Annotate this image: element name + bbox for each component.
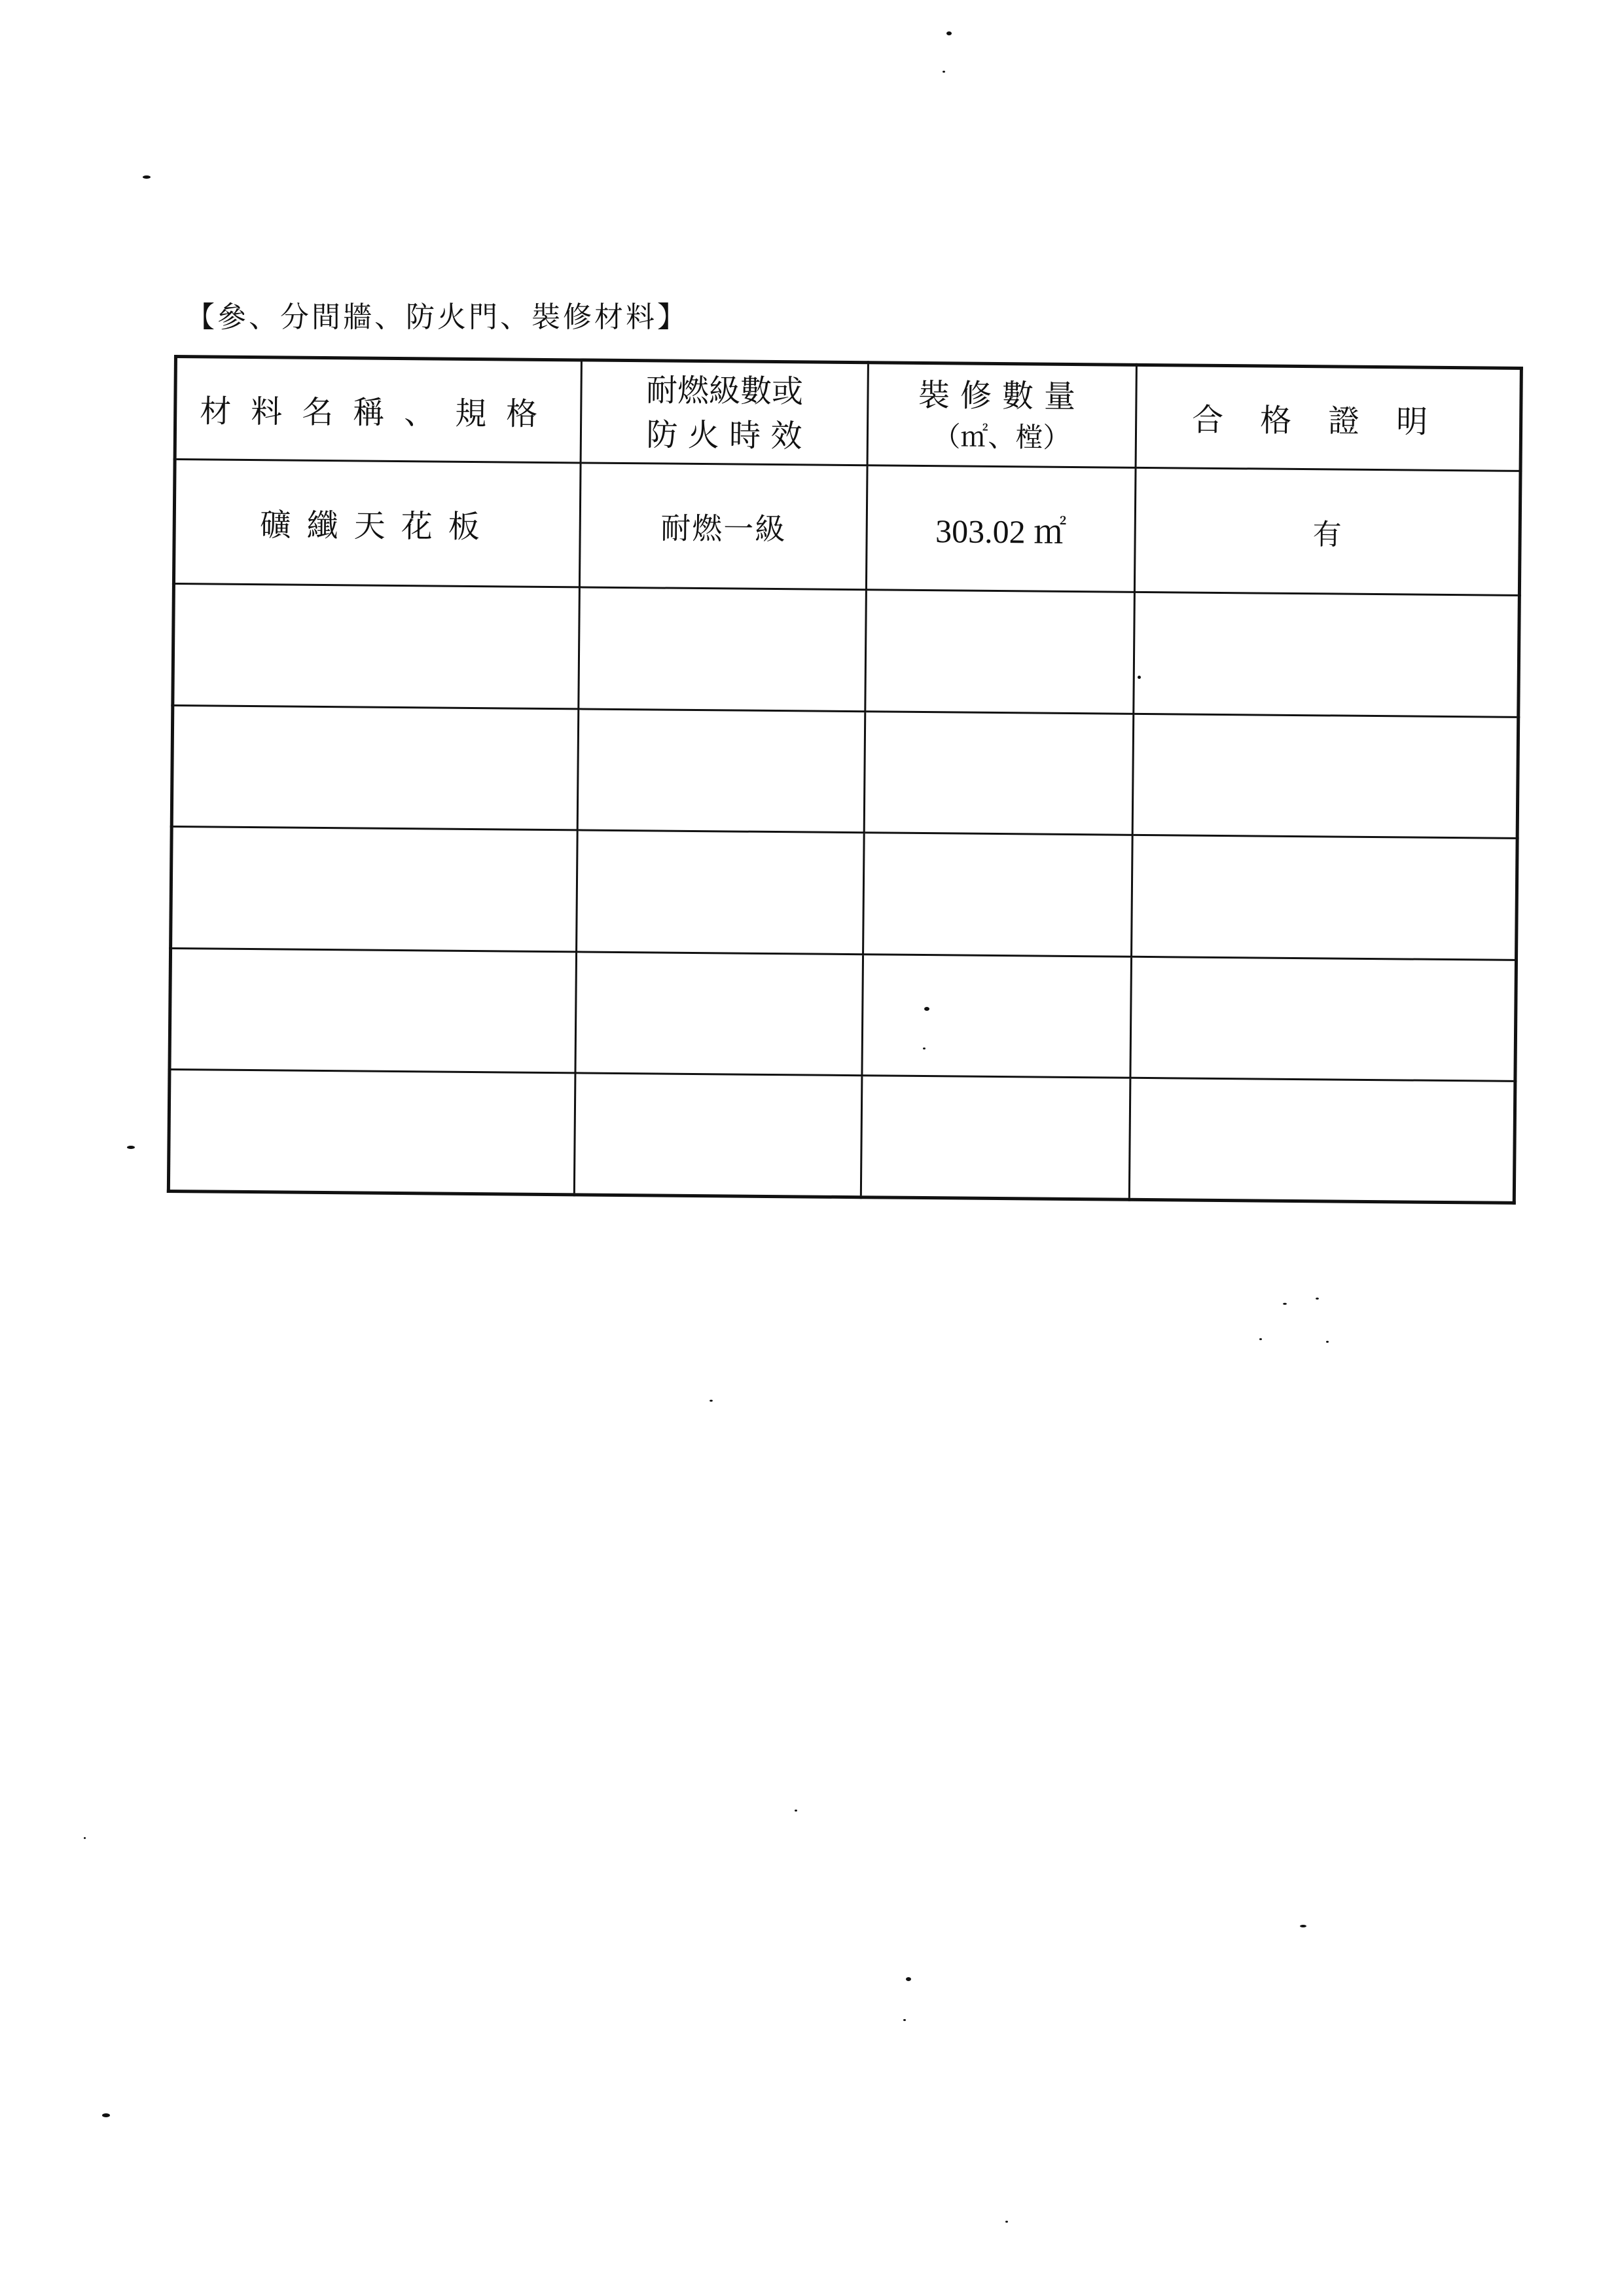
scan-speck	[127, 1146, 135, 1149]
cell-certificate	[1134, 468, 1520, 596]
empty-cell	[1130, 957, 1517, 1082]
scan-speck	[1005, 2221, 1008, 2223]
table-header-row	[175, 357, 1521, 471]
empty-cell	[168, 1070, 575, 1195]
scan-speck	[906, 1977, 911, 1981]
table-row-empty	[170, 948, 1517, 1082]
header-quantity-label: 裝修數量	[918, 376, 1087, 415]
header-quantity	[867, 363, 1136, 468]
table-row-empty	[171, 827, 1518, 960]
scan-speck	[102, 2113, 110, 2117]
section-title: 【參、分間牆、防火門、裝修材料】	[186, 301, 689, 334]
header-fire-rating	[581, 360, 868, 465]
materials-table	[167, 355, 1523, 1205]
table-row-empty	[168, 1070, 1515, 1203]
empty-cell	[173, 583, 580, 708]
scan-speck	[924, 1007, 929, 1011]
table-row-empty	[173, 583, 1520, 717]
empty-cell	[170, 948, 577, 1073]
quantity-value: 303.02 ㎡	[935, 512, 1067, 551]
empty-cell	[861, 1076, 1130, 1199]
empty-cell	[171, 827, 578, 952]
empty-cell	[574, 1073, 862, 1197]
empty-cell	[1132, 835, 1518, 960]
scan-speck	[903, 2019, 906, 2021]
scan-speck	[1138, 676, 1141, 679]
empty-cell	[863, 833, 1133, 957]
scan-speck	[795, 1810, 797, 1812]
scan-speck	[710, 1400, 713, 1402]
cell-fire-rating	[579, 463, 867, 589]
empty-cell	[171, 705, 579, 830]
empty-cell	[579, 587, 867, 711]
scan-speck	[1283, 1303, 1287, 1305]
empty-cell	[862, 954, 1132, 1078]
empty-cell	[864, 711, 1134, 835]
scan-speck	[1300, 1925, 1306, 1927]
empty-cell	[1129, 1078, 1515, 1203]
scan-speck	[1326, 1341, 1329, 1343]
material-name-value: 礦纖天花板	[259, 507, 495, 546]
header-material-name	[175, 357, 581, 464]
header-fire-rating-label: 耐燃級數或 防 火 時 效	[645, 371, 804, 455]
table-row	[173, 460, 1520, 596]
header-certificate	[1136, 365, 1521, 471]
cell-quantity	[866, 465, 1136, 592]
scan-speck	[923, 1048, 926, 1049]
scan-speck	[946, 31, 952, 35]
scan-speck	[84, 1837, 86, 1839]
certificate-value: 有	[1312, 517, 1342, 552]
table-row-empty	[171, 705, 1519, 839]
header-quantity-unit: （㎡、樘）	[933, 420, 1071, 454]
scan-speck	[143, 175, 151, 179]
empty-cell	[1134, 592, 1520, 717]
scan-speck	[943, 71, 945, 73]
empty-cell	[575, 952, 863, 1076]
fire-rating-value: 耐燃一級	[660, 510, 787, 547]
empty-cell	[577, 708, 865, 832]
header-material-name-label: 材料名稱、規格	[199, 393, 558, 433]
empty-cell	[1132, 714, 1519, 839]
cell-material-name	[173, 460, 581, 587]
scan-speck	[1316, 1298, 1319, 1300]
empty-cell	[865, 590, 1135, 714]
empty-cell	[577, 830, 865, 954]
header-certificate-label: 合格證明	[1191, 401, 1465, 441]
scan-speck	[1259, 1338, 1262, 1340]
